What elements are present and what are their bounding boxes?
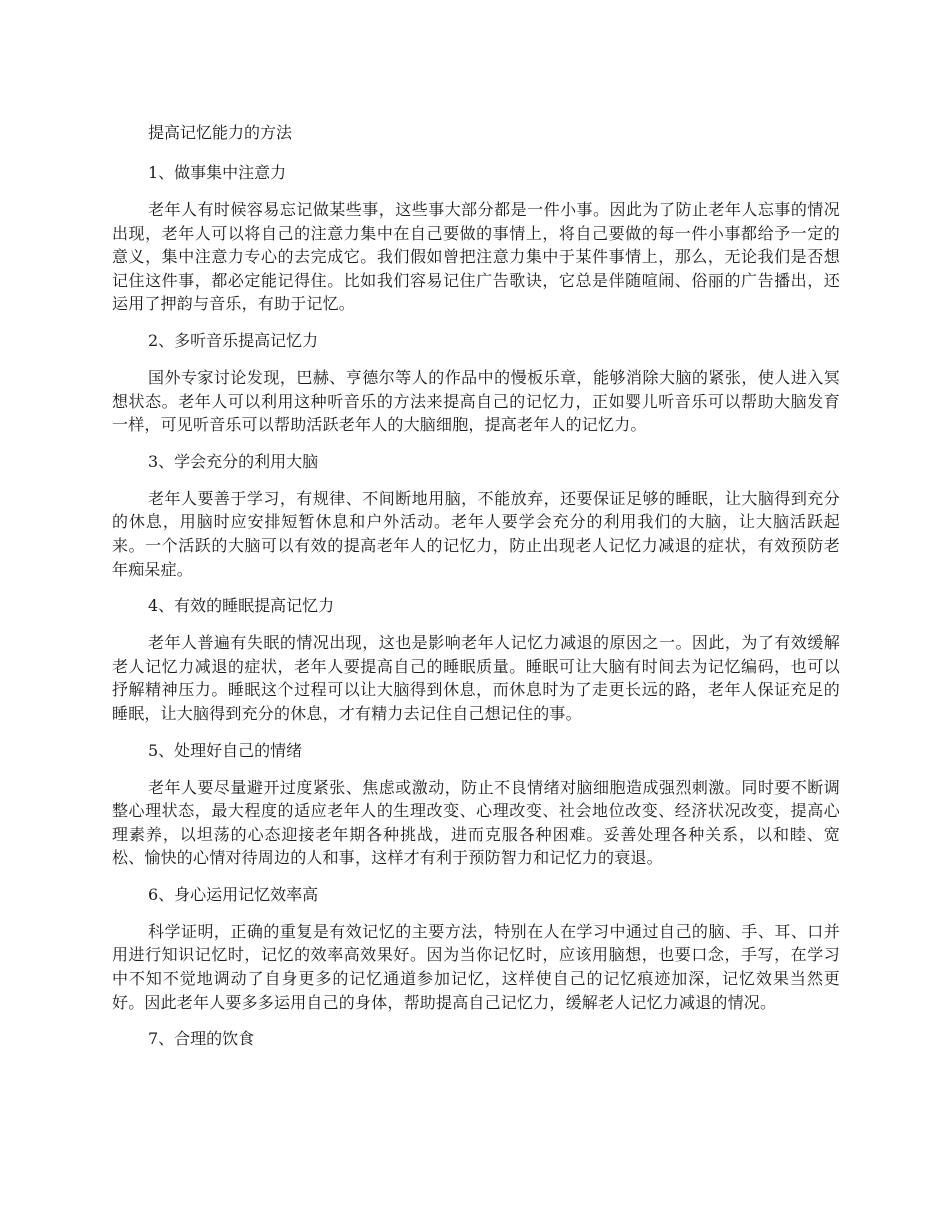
section-heading-4: 4、有效的睡眠提高记忆力: [148, 596, 335, 616]
section-heading-1: 1、做事集中注意力: [148, 163, 287, 182]
document-title: 提高记忆能力的方法: [148, 123, 293, 142]
section-body-2: 国外专家讨论发现，巴赫、亨德尔等人的作品中的慢板乐章，能够消除大脑的紧张，使人进入冥想状态。老年人可以利用这种听音乐的方法来提高自己的记忆力，正如婴儿听音乐可以帮助大脑发育一样，可见听音乐可以帮助活跃老年人的大脑细胞，提高老年人的记忆力。: [112, 367, 840, 435]
section-heading-7: 7、合理的饮食: [148, 1029, 255, 1049]
section-heading-2: 2、多听音乐提高记忆力: [148, 330, 319, 350]
section-body-1: 老年人有时候容易忘记做某些事，这些事大部分都是一件小事。因此为了防止老年人忘事的情况出现，老年人可以将自己的注意力集中在自己要做的事情上，将自己要做的每一件小事都给予一定的意义，集中注意力专心的去完成它。我们假如曾把注意力集中于某件事情上，那么，无论我们是否想记住这件事，都必定能记得住。比如我们容易记住广告歌诀，它总是伴随喧闹、俗丽的广告播出，还运用了押韵与音乐，有助于记忆。: [112, 200, 840, 314]
section-heading-6: 6、身心运用记忆效率高: [148, 884, 319, 904]
section-body-6: 科学证明，正确的重复是有效记忆的主要方法，特别在人在学习中通过自己的脑、手、耳、口并用进行知识记忆时，记忆的效率高效果好。因为当你记忆时，应该用脑想，也要口念，手写，在学习中不知不觉地调动了自身更多的记忆通道参加记忆，这样使自己的记忆痕迹加深，记忆效果当然更好。因此老年人要多多运用自己的身体，帮助提高自己记忆力，缓解老人记忆力减退的情况。: [112, 921, 840, 1012]
section-heading-5: 5、处理好自己的情绪: [148, 740, 303, 760]
section-body-4: 老年人普遍有失眠的情况出现，这也是影响老年人记忆力减退的原因之一。因此，为了有效缓解老人记忆力减退的症状，老年人要提高自己的睡眠质量。睡眠可让大脑有时间去为记忆编码，也可以抒解精神压力。睡眠这个过程可以让大脑得到休息，而休息时为了走更长远的路，老年人保证充足的睡眠，让大脑得到充分的休息，才有精力去记住自己想记住的事。: [112, 633, 840, 723]
document-page: [112, 118, 840, 1064]
section-body-3: 老年人要善于学习，有规律、不间断地用脑，不能放弃，还要保证足够的睡眠，让大脑得到充分的休息，用脑时应安排短暂休息和户外活动。老年人要学会充分的利用我们的大脑，让大脑活跃起来。一个活跃的大脑可以有效的提高老年人的记忆力，防止出现老人记忆力减退的症状，有效预防老年痴呆症。: [112, 488, 840, 579]
section-heading-3: 3、学会充分的利用大脑: [148, 451, 319, 471]
section-body-5: 老年人要尽量避开过度紧张、焦虑或激动，防止不良情绪对脑细胞造成强烈刺激。同时要不断调整心理状态，最大程度的适应老年人的生理改变、心理改变、社会地位改变、经济状况改变，提高心理素养，以坦荡的心态迎接老年期各种挑战，进而克服各种困难。妥善处理各种关系，以和睦、宽松、愉快的心情对待周边的人和事，这样才有利于预防智力和记忆力的衰退。: [112, 777, 840, 868]
